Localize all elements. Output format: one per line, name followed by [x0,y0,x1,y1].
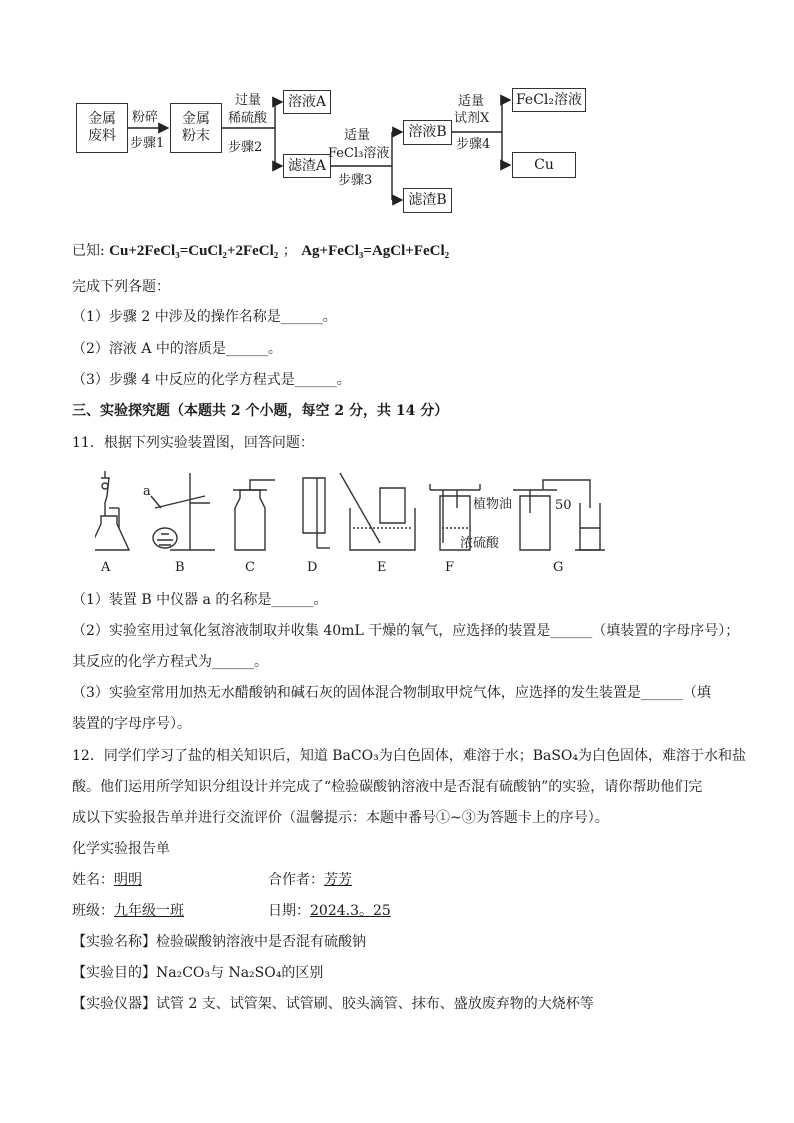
label-step3: 步骤3 [338,173,373,188]
apparatus-label-a: A [101,560,111,575]
q11-stem: 11．根据下列实验装置图，回答问题： [72,435,314,451]
box-solution-b [403,120,452,145]
apparatus-e [340,473,415,550]
apparatus-label-c: C [245,560,255,575]
box-fecl2-solution [512,88,586,112]
label-appropriate-3: 适量 [344,128,371,143]
apparatus-label-small-a: a [143,484,151,499]
report-partner-row [268,870,352,890]
q11-part1: （1）装置 B 中仪器 a 的名称是______。 [72,592,328,608]
known-prefix: 已知: [72,243,105,259]
apparatus-b [151,473,215,550]
label-conc-sulfuric: 浓硫酸 [460,536,500,551]
q10-part2: （2）溶液 A 中的溶质是______。 [72,341,282,357]
partner-label: 合作者： [268,872,324,888]
report-title: 化学实验报告单 [72,841,170,857]
class-label: 班级： [72,903,114,919]
box-cu-label: Cu [534,156,554,173]
class-value: 九年级一班 [114,903,184,919]
box-metal-waste [76,103,128,153]
known-formula-2: Ag+FeCl₃=AgCl+FeCl₂ [301,243,450,259]
label-dilute-acid: 稀硫酸 [228,111,268,126]
q11-part3-b: 装置的字母序号）。 [72,716,191,732]
experiment-purpose: 【实验目的】Na₂CO₃与 Na₂SO₄的区别 [72,965,324,981]
apparatus-label-e: E [377,560,387,575]
box-fecl2-label: FeCl₂溶液 [515,91,583,108]
known-separator: ； [282,243,297,259]
name-label: 姓名： [72,872,114,888]
date-label: 日期： [268,903,310,919]
known-formula-1: Cu+2FeCl₃=CuCl₂+2FeCl₂ [109,243,279,259]
box-metal-waste-line1: 金属 [88,111,116,127]
known-equations [72,241,449,261]
q10-part1: （1）步骤 2 中涉及的操作名称是______。 [72,309,337,325]
date-value: 2024.3。25 [310,903,391,919]
experiment-instruments: 【实验仪器】试管 2 支、试管架、试管刷、胶头滴管、抹布、盛放废弃物的大烧杯等 [72,996,594,1012]
section3-title: 三、实验探究题（本题共 2 个小题，每空 2 分，共 14 分） [72,403,449,419]
label-vegetable-oil: 植物油 [473,497,513,512]
box-solution-a-label: 溶液A [287,93,327,110]
q11-part2-b: 其反应的化学方程式为______。 [72,654,268,670]
questions-intro: 完成下列各题： [72,279,170,295]
label-crush: 粉碎 [132,110,159,125]
report-name-row [72,870,142,890]
q11-part3-a: （3）实验室常用加热无水醋酸钠和碱石灰的固体混合物制取甲烷气体，应选择的发生装置是______（填 [72,685,711,701]
apparatus-label-b: B [175,560,185,575]
label-fecl3-solution: FeCl₃溶液 [328,146,390,161]
experiment-name: 【实验名称】检验碳酸钠溶液中是否混有硫酸钠 [72,934,366,950]
label-appropriate-4: 适量 [458,94,485,109]
apparatus-label-f: F [445,560,455,575]
label-reagent-x: 试剂X [454,111,490,126]
apparatus-c [233,480,275,550]
box-residue-b [403,188,452,213]
partner-value: 芳芳 [324,872,352,888]
label-step4: 步骤4 [456,137,491,152]
apparatus-label-g: G [553,560,564,575]
box-residue-a [283,154,331,178]
q12-line2: 酸。他们运用所学知识分组设计并完成了“检验碳酸钠溶液中是否混有硫酸钠”的实验，请你帮助他们完 [72,779,703,795]
apparatus-a [95,471,129,550]
box-metal-powder-line1: 金属 [182,111,210,127]
report-class-row [72,901,184,921]
apparatus-label-d: D [307,560,318,575]
label-excess: 过量 [235,93,262,108]
report-date-row [268,901,391,921]
box-cu [512,152,576,178]
q10-part3: （3）步骤 4 中反应的化学方程式是______。 [72,372,351,388]
box-residue-a-label: 滤渣A [287,157,327,174]
q12-line3: 成以下实验报告单并进行交流评价（温馨提示：本题中番号①~③为答题卡上的序号）。 [72,810,609,826]
name-value: 明明 [114,872,142,888]
q12-line1: 12．同学们学习了盐的相关知识后，知道 BaCO₃为白色固体，难溶于水；BaSO₄为白色固体，难溶于水和盐 [72,748,747,764]
process-flowchart [70,80,630,220]
box-solution-a [283,90,331,114]
box-residue-b-label: 滤渣B [408,192,447,208]
apparatus-g [513,480,605,550]
box-metal-powder [170,103,222,153]
apparatus-figure [95,468,615,578]
q11-part2-a: （2）实验室用过氧化氢溶液制取并收集 40mL 干燥的氧气，应选择的装置是______（填装置的字母序号）； [72,623,740,639]
box-solution-b-label: 溶液B [408,124,447,140]
label-step1: 步骤1 [130,136,165,151]
label-cylinder-50: 50 [555,498,572,513]
box-metal-waste-line2: 废料 [88,128,116,144]
box-metal-powder-line2: 粉末 [182,128,210,144]
label-step2: 步骤2 [228,140,263,155]
apparatus-drawing [95,468,615,578]
apparatus-d [303,478,330,548]
